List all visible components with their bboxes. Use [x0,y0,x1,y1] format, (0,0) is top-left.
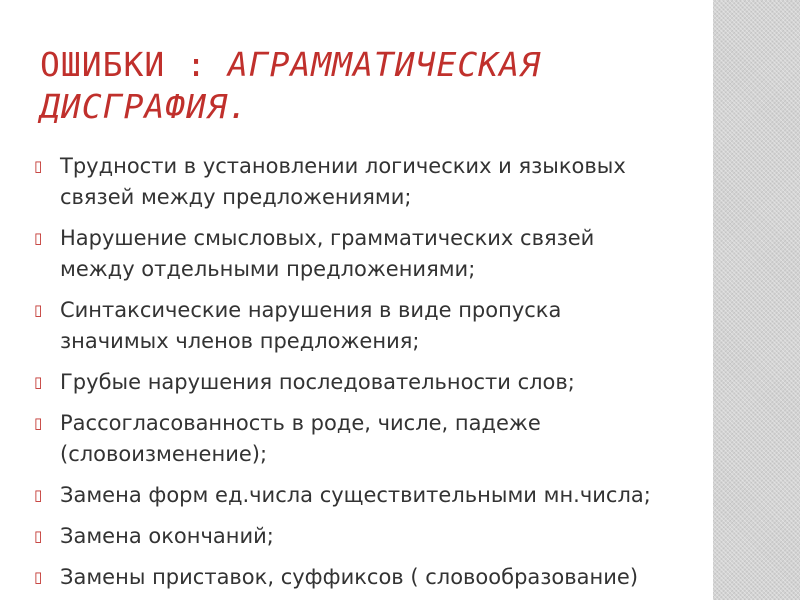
bullet-text-line1: Рассогласованность в роде, числе, падеже [60,411,541,435]
bullet-text-line1: Замена окончаний; [60,524,274,548]
list-item [34,223,754,285]
bullet-icon: ▯ [34,229,43,247]
bullet-icon: ▯ [34,486,43,504]
bullet-text-line1: Замены приставок, суффиксов ( словообразование) [60,565,639,589]
bullet-text-line2: (словоизменение); [60,442,268,466]
list-item [34,562,754,593]
bullet-text-line1: Замена форм ед.числа существительными мн.числа; [60,483,651,507]
list-item [34,151,754,213]
bullet-icon: ▯ [34,373,43,391]
list-item [34,367,754,398]
bullet-text-line1: Грубые нарушения последовательности слов; [60,370,575,394]
bullet-text-line2: между отдельными предложениями; [60,257,476,281]
list-item [34,408,754,470]
slide-title-emphasis: АГРАММАТИЧЕСКАЯ ДИСГРАФИЯ. [40,45,541,126]
bullet-icon: ▯ [34,157,43,175]
bullet-icon: ▯ [34,301,43,319]
bullet-list [34,151,754,600]
bullet-icon: ▯ [34,414,43,432]
bullet-icon: ▯ [34,527,43,545]
bullet-text-line1: Трудности в установлении логических и языковых [60,154,626,178]
bullet-text-line2: связей между предложениями; [60,185,412,209]
list-item [34,521,754,552]
bullet-text-line2: значимых членов предложения; [60,329,420,353]
bullet-icon: ▯ [34,568,43,586]
list-item [34,295,754,357]
bullet-text-line1: Нарушение смысловых, грамматических связей [60,226,595,250]
slide-title [40,44,700,128]
list-item [34,480,754,511]
bullet-text-line1: Синтаксические нарушения в виде пропуска [60,298,562,322]
slide-title-prefix: ОШИБКИ : [40,45,228,84]
